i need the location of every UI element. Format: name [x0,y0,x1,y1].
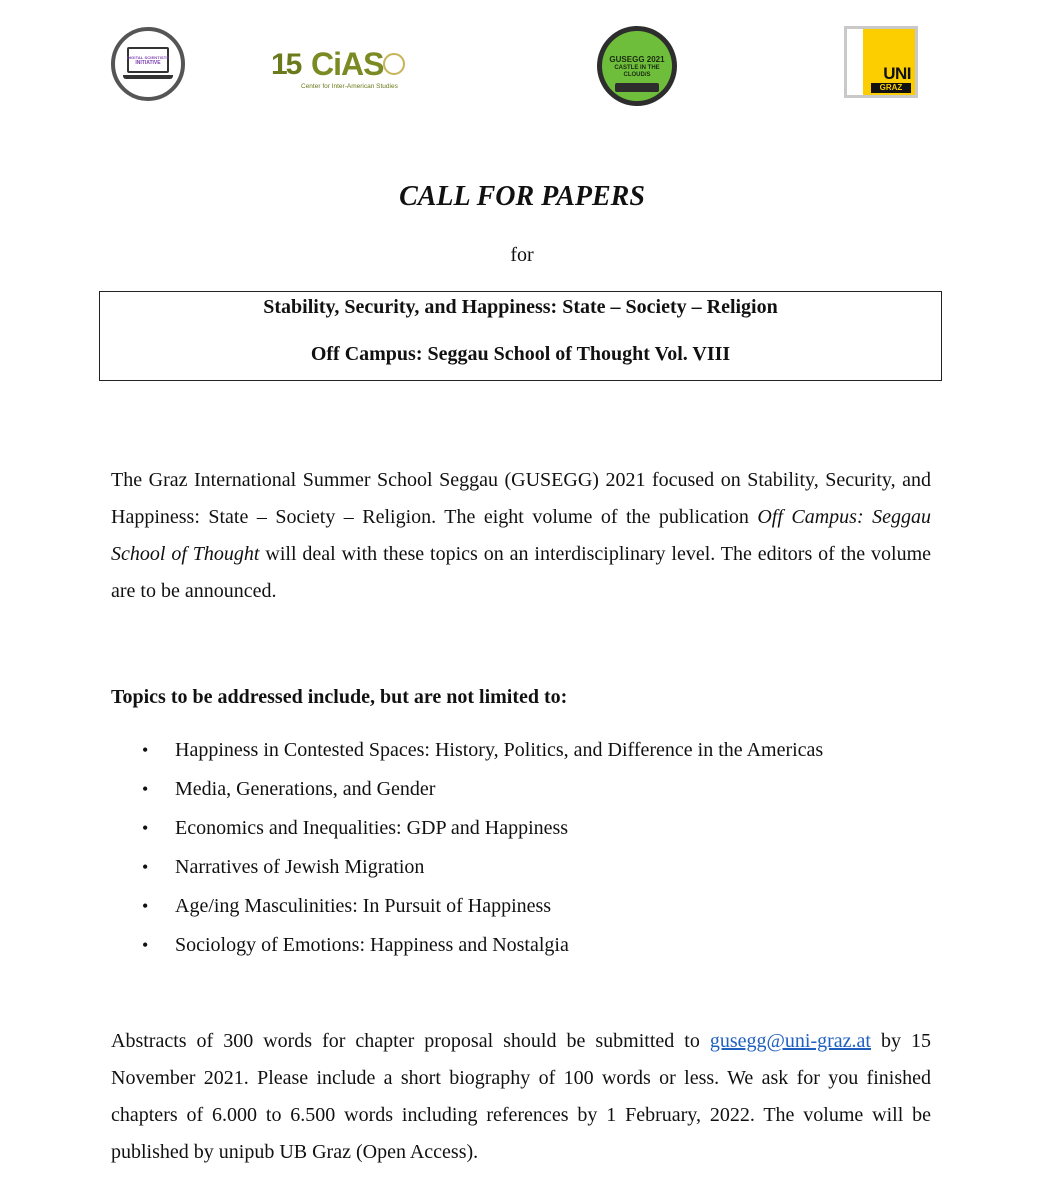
dsi-logo-line2: INITIATIVE [135,59,161,66]
gusegg-logo-line1: GUSEGG 2021 [609,54,665,64]
bullet-icon: • [142,935,149,955]
topic-text: Narratives of Jewish Migration [175,856,425,878]
bullet-icon: • [142,857,149,877]
topic-text: Media, Generations, and Gender [175,778,436,800]
list-item [142,892,823,931]
uni-graz-logo-uni: UNI [883,64,911,83]
bullet-icon: • [142,779,149,799]
publication-title-box [99,291,942,381]
publication-series: Off Campus: Seggau School of Thought Vol. VIII [310,343,731,365]
laptop-icon [127,47,169,73]
intro-text-2: will deal with these topics on an interdisciplinary level. The editors of the volume are to be announced. [111,543,932,602]
bullet-icon: • [142,740,149,760]
for-text: for [510,244,534,266]
cias-logo [271,48,417,94]
laptop-base [123,75,173,79]
gusegg-logo-line2: CASTLE IN THE [614,64,660,71]
topic-text: Economics and Inequalities: GDP and Happiness [175,817,569,839]
topics-heading: Topics to be addressed include, but are not limited to: [111,686,568,708]
list-item [142,931,823,970]
list-item [142,814,823,853]
gusegg-logo-bar [615,83,659,92]
intro-italic-title: Off Campus: Seggau School of Thought [111,506,931,565]
publication-theme: Stability, Security, and Happiness: State – Society – Religion [263,296,778,318]
page-title: CALL FOR PAPERS [399,181,645,212]
list-item [142,775,823,814]
bullet-icon: • [142,896,149,916]
submission-text-1: Abstracts of 300 words for chapter proposal should be submitted to [111,1030,710,1052]
topic-text: Sociology of Emotions: Happiness and Nostalgia [175,934,569,956]
globe-icon [383,53,405,75]
cias-subtitle: Center for Inter-American Studies [301,83,398,90]
gusegg-logo-line3: CLOUD/S [623,71,651,78]
cias-name: CiAS [311,46,384,82]
topics-list [142,736,823,970]
topic-text: Age/ing Masculinities: In Pursuit of Happiness [175,895,552,917]
uni-graz-logo-graz: GRAZ [871,83,911,93]
intro-paragraph [111,462,931,610]
submission-paragraph [111,1023,931,1171]
topic-text: Happiness in Contested Spaces: History, Politics, and Difference in the Americas [175,739,824,761]
bullet-icon: • [142,818,149,838]
digital-scientists-initiative-logo [111,27,185,101]
list-item [142,736,823,775]
submission-text-2: by 15 November 2021. Please include a short biography of 100 words or less. We ask for you finished chapters of 6.000 to 6.500 words including references by 1 February, 2022. The volume will be published by unipub UB Graz (Open Access). [111,1030,932,1163]
cias-years: 15 [271,48,301,81]
email-link[interactable]: gusegg@uni-graz.at [709,1030,871,1052]
intro-text-1: The Graz International Summer School Seggau (GUSEGG) 2021 focused on Stability, Security, and Happiness: State – Society – Religion. The eight volume of the publication [111,469,931,528]
gusegg-logo [597,26,677,106]
dsi-logo-line1: DIGITAL SCIENTISTS [126,54,170,60]
uni-graz-logo [844,26,918,98]
list-item [142,853,823,892]
